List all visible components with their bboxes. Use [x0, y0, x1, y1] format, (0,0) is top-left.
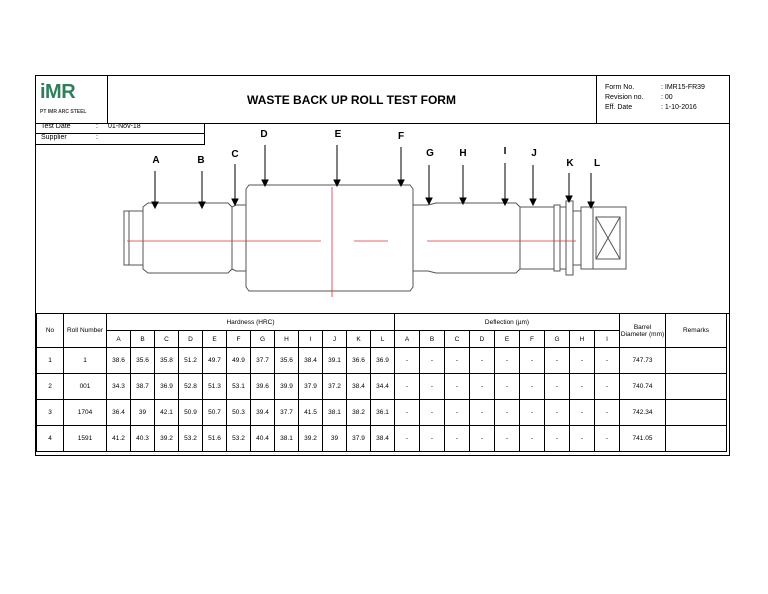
deflection-cell: -: [420, 374, 445, 400]
label-i: I: [503, 146, 507, 157]
deflection-cell: -: [595, 348, 620, 374]
table-row: [37, 348, 727, 374]
hardness-col-header: C: [155, 331, 179, 348]
hardness-col-header: H: [275, 331, 299, 348]
deflection-cell: -: [420, 426, 445, 452]
hardness-cell: 38.7: [131, 374, 155, 400]
hardness-cell: 50.3: [227, 400, 251, 426]
deflection-cell: -: [445, 400, 470, 426]
hardness-cell: 50.9: [179, 400, 203, 426]
hardness-cell: 39: [131, 400, 155, 426]
barrel-diameter-cell: 747.73: [620, 348, 666, 374]
hardness-cell: 37.7: [251, 348, 275, 374]
label-e: E: [334, 129, 342, 140]
deflection-col-header: A: [395, 331, 420, 348]
hardness-col-header: K: [347, 331, 371, 348]
label-l: L: [593, 158, 601, 169]
supplier-row: [36, 134, 205, 145]
col-barrel-diameter-header: Barrel Diameter (mm): [620, 314, 666, 348]
remarks-cell: [666, 348, 727, 374]
deflection-col-header: I: [595, 331, 620, 348]
label-a: A: [152, 155, 160, 166]
test-date-value: 01-Nov-18: [108, 123, 141, 130]
label-d: D: [260, 129, 268, 140]
eff-date-label: Eff. Date: [605, 104, 633, 111]
test-date-sep: :: [96, 123, 98, 130]
hardness-cell: 49.7: [203, 348, 227, 374]
barrel-diameter-cell: 741.05: [620, 426, 666, 452]
deflection-cell: -: [470, 426, 495, 452]
deflection-col-header: H: [570, 331, 595, 348]
hardness-cell: 53.2: [179, 426, 203, 452]
deflection-cell: -: [570, 348, 595, 374]
deflection-col-header: E: [495, 331, 520, 348]
barrel-diameter-cell: 740.74: [620, 374, 666, 400]
hardness-cell: 38.1: [323, 400, 347, 426]
roll-number-cell: 001: [64, 374, 107, 400]
roll-outline: [124, 185, 626, 291]
deflection-cell: -: [545, 426, 570, 452]
hardness-cell: 39: [323, 426, 347, 452]
hardness-cell: 51.6: [203, 426, 227, 452]
deflection-cell: -: [445, 348, 470, 374]
hardness-cell: 37.7: [275, 400, 299, 426]
deflection-cell: -: [470, 348, 495, 374]
hardness-cell: 39.1: [323, 348, 347, 374]
deflection-cell: -: [495, 348, 520, 374]
remarks-cell: [666, 426, 727, 452]
label-h: H: [459, 148, 467, 159]
hardness-cell: 37.2: [323, 374, 347, 400]
hardness-col-header: L: [371, 331, 395, 348]
deflection-cell: -: [570, 400, 595, 426]
logo-subtitle: PT IMR ARC STEEL: [40, 109, 87, 115]
deflection-cell: -: [595, 400, 620, 426]
deflection-cell: -: [520, 374, 545, 400]
revision-label: Revision no.: [605, 94, 644, 101]
hardness-cell: 35.6: [275, 348, 299, 374]
deflection-cell: -: [520, 426, 545, 452]
hardness-cell: 36.6: [347, 348, 371, 374]
deflection-cell: -: [570, 374, 595, 400]
hardness-cell: 39.2: [155, 426, 179, 452]
label-f: F: [397, 131, 405, 142]
deflection-col-header: B: [420, 331, 445, 348]
test-info: [36, 123, 204, 144]
deflection-cell: -: [395, 426, 420, 452]
deflection-cell: -: [570, 426, 595, 452]
hardness-col-header: G: [251, 331, 275, 348]
hardness-cell: 35.6: [131, 348, 155, 374]
hardness-col-header: F: [227, 331, 251, 348]
deflection-cell: -: [495, 374, 520, 400]
form-frame: [35, 75, 730, 456]
deflection-group-header: Deflection (µm): [395, 314, 620, 331]
row-no-cell: 4: [37, 426, 64, 452]
hardness-cell: 41.5: [299, 400, 323, 426]
row-no-cell: 1: [37, 348, 64, 374]
roll-number-cell: 1591: [64, 426, 107, 452]
hardness-cell: 38.1: [275, 426, 299, 452]
deflection-col-header: C: [445, 331, 470, 348]
deflection-col-header: F: [520, 331, 545, 348]
col-remarks-header: Remarks: [666, 314, 727, 348]
form-no-value: : IMR15-FR39: [661, 84, 705, 91]
hardness-cell: 38.4: [299, 348, 323, 374]
label-c: C: [231, 149, 239, 160]
company-logo: [36, 76, 108, 123]
hardness-col-header: I: [299, 331, 323, 348]
deflection-cell: -: [595, 426, 620, 452]
row-no-cell: 2: [37, 374, 64, 400]
deflection-cell: -: [445, 374, 470, 400]
hardness-cell: 53.1: [227, 374, 251, 400]
hardness-cell: 40.4: [251, 426, 275, 452]
form-no-label: Form No.: [605, 84, 635, 91]
deflection-cell: -: [595, 374, 620, 400]
barrel-diameter-cell: 742.34: [620, 400, 666, 426]
position-arrows: [152, 145, 594, 208]
roll-number-cell: 1704: [64, 400, 107, 426]
label-g: G: [426, 148, 434, 159]
hardness-cell: 39.9: [275, 374, 299, 400]
deflection-cell: -: [545, 374, 570, 400]
hardness-cell: 38.2: [347, 400, 371, 426]
hardness-cell: 53.2: [227, 426, 251, 452]
deflection-cell: -: [495, 400, 520, 426]
deflection-cell: -: [420, 400, 445, 426]
hardness-cell: 50.7: [203, 400, 227, 426]
hardness-col-header: J: [323, 331, 347, 348]
hardness-col-header: A: [107, 331, 131, 348]
hardness-cell: 39.2: [299, 426, 323, 452]
label-k: K: [566, 158, 574, 169]
label-b: B: [197, 155, 205, 166]
hardness-cell: 51.3: [203, 374, 227, 400]
hardness-cell: 40.3: [131, 426, 155, 452]
revision-value: : 00: [661, 94, 673, 101]
hardness-cell: 37.9: [347, 426, 371, 452]
deflection-cell: -: [395, 348, 420, 374]
form-title: WASTE BACK UP ROLL TEST FORM: [247, 92, 456, 107]
table-row: [37, 400, 727, 426]
hardness-cell: 36.9: [371, 348, 395, 374]
hardness-cell: 41.2: [107, 426, 131, 452]
deflection-cell: -: [395, 374, 420, 400]
hardness-cell: 36.9: [155, 374, 179, 400]
test-date-row: [36, 123, 205, 134]
eff-date-value: : 1-10-2016: [661, 104, 697, 111]
table-row: [37, 426, 727, 452]
test-date-label: Test Date: [41, 123, 71, 130]
hardness-cell: 39.4: [251, 400, 275, 426]
deflection-cell: -: [420, 348, 445, 374]
deflection-cell: -: [520, 348, 545, 374]
hardness-col-header: B: [131, 331, 155, 348]
deflection-cell: -: [445, 426, 470, 452]
hardness-col-header: D: [179, 331, 203, 348]
deflection-cell: -: [495, 426, 520, 452]
hardness-cell: 51.2: [179, 348, 203, 374]
label-j: J: [531, 148, 537, 159]
deflection-cell: -: [545, 400, 570, 426]
hardness-cell: 49.9: [227, 348, 251, 374]
col-no-header: No: [37, 314, 64, 348]
hardness-cell: 39.6: [251, 374, 275, 400]
hardness-cell: 35.8: [155, 348, 179, 374]
hardness-cell: 37.9: [299, 374, 323, 400]
deflection-cell: -: [470, 374, 495, 400]
deflection-cell: -: [545, 348, 570, 374]
roll-number-cell: 1: [64, 348, 107, 374]
deflection-cell: -: [520, 400, 545, 426]
deflection-cell: -: [395, 400, 420, 426]
col-roll-number-header: Roll Number: [64, 314, 107, 348]
hardness-cell: 38.6: [107, 348, 131, 374]
form-header: [36, 76, 729, 124]
hardness-cell: 34.4: [371, 374, 395, 400]
roll-drawing-svg: [36, 123, 729, 313]
hardness-cell: 42.1: [155, 400, 179, 426]
hardness-cell: 52.8: [179, 374, 203, 400]
table-row: [37, 374, 727, 400]
remarks-cell: [666, 374, 727, 400]
supplier-label: Supplier: [41, 134, 67, 141]
remarks-cell: [666, 400, 727, 426]
hardness-col-header: E: [203, 331, 227, 348]
logo-mark: iMR: [40, 81, 76, 103]
form-meta: [596, 76, 730, 123]
deflection-col-header: D: [470, 331, 495, 348]
hardness-cell: 34.3: [107, 374, 131, 400]
deflection-col-header: G: [545, 331, 570, 348]
row-no-cell: 3: [37, 400, 64, 426]
roll-drawing: [36, 123, 729, 314]
hardness-cell: 38.4: [371, 426, 395, 452]
supplier-sep: :: [96, 134, 98, 141]
deflection-cell: -: [470, 400, 495, 426]
hardness-cell: 36.4: [107, 400, 131, 426]
hardness-group-header: Hardness (HRC): [107, 314, 395, 331]
hardness-cell: 38.4: [347, 374, 371, 400]
test-results-table: [36, 313, 727, 452]
hardness-cell: 36.1: [371, 400, 395, 426]
